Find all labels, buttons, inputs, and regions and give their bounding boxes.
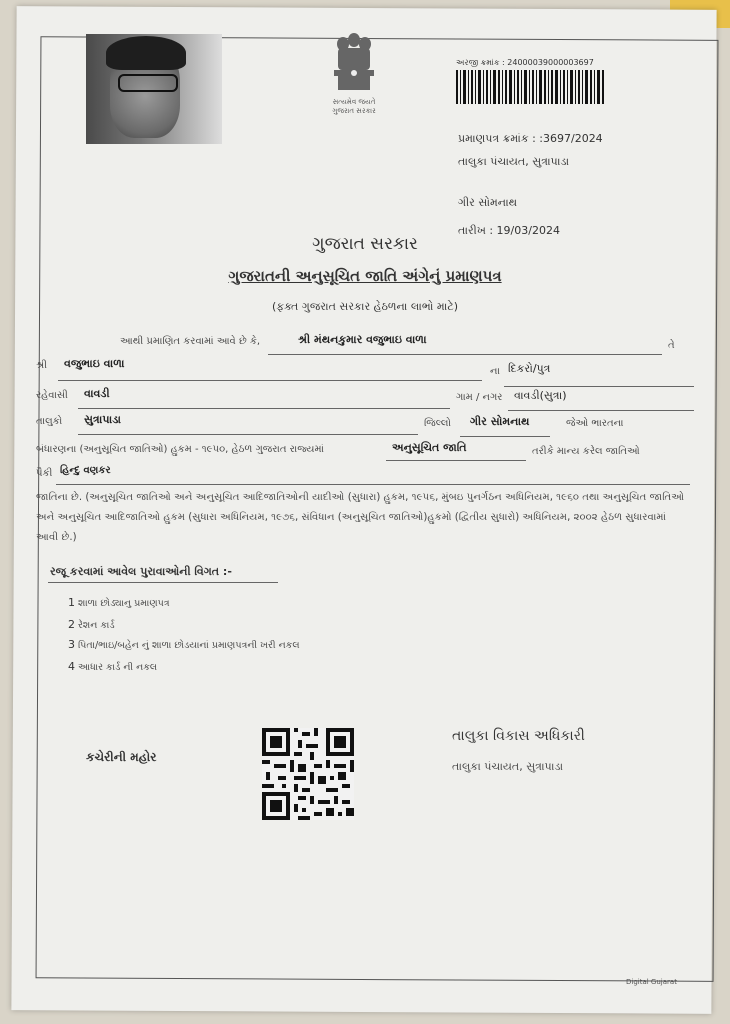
- caste-category-line: [386, 460, 526, 461]
- resident-label: રહેવાસી: [36, 390, 68, 401]
- documents-heading: રજૂ કરવામાં આવેલ પુરાવાઓની વિગત :-: [50, 565, 232, 578]
- district-name: ગીર સોમનાથ: [458, 196, 518, 209]
- intro-text: આથી પ્રમાણિત કરવામાં આવે છે કે,: [120, 336, 261, 347]
- caste-value: હિન્દુ વણકર: [60, 465, 111, 476]
- document-text: પિતા/ભાઇ/બહેન નું શાળા છોડયાનાં પ્રમાણપત્રની ખરી નકલ: [78, 640, 300, 651]
- father-name: વજુભાઇ વાળા: [64, 357, 125, 370]
- photo-glasses: [118, 74, 178, 92]
- document-item: [68, 638, 300, 651]
- caste-value-line: [56, 484, 690, 485]
- certificate-number: પ્રમાણપત્ર ક્રમાંક : :3697/2024: [458, 132, 603, 145]
- recognized-text: તરીકે માન્ય કરેલ જાતિઓ: [532, 446, 640, 457]
- document-item: [68, 618, 115, 631]
- photo-hair: [106, 36, 186, 70]
- documents-heading-underline: [48, 582, 278, 583]
- officer-office: તાલુકા પંચાયત, સુત્રાપાડા: [452, 760, 564, 773]
- government-title: ગુજરાત સરકાર: [312, 234, 418, 254]
- document-text: રેશન કાર્ડ: [78, 620, 115, 631]
- district-line: [460, 436, 550, 437]
- document-item: [68, 660, 157, 673]
- certificate-note: (ફક્ત ગુજરાત સરકાર હેઠળના લાભો માટે): [271, 300, 459, 313]
- te-text: તે: [668, 340, 675, 351]
- constitution-text: બંધારણના (અનુસૂચિત જાતિઓ) હુકમ - ૧૯૫૦, હેઠળ ગુજરાત રાજ્યમાં: [36, 444, 324, 455]
- digital-gujarat-footer: Digital Gujarat: [626, 978, 677, 986]
- applicant-name-line: [268, 354, 662, 355]
- na-text: ના: [490, 366, 500, 377]
- resident-line: [78, 408, 450, 409]
- emblem-motto: સત્યમેવ જયતે: [332, 98, 376, 106]
- document-number: 4: [68, 660, 75, 673]
- document-number: 3: [68, 638, 75, 651]
- issuing-office: તાલુકા પંચાયત, સુત્રાપાડા: [458, 155, 570, 168]
- village-value: વાવડી(સુત્રા): [514, 389, 567, 402]
- taluka-value: સુત્રાપાડા: [84, 413, 121, 426]
- qr-code: [262, 728, 354, 820]
- officer-title: તાલુકા વિકાસ અધિકારી: [452, 728, 585, 744]
- document-text: શાળા છોડ્યાનુ પ્રમાણપત્ર: [78, 598, 170, 609]
- father-name-line: [58, 380, 482, 381]
- relation-value: દિકરો/પુત્ર: [508, 362, 551, 375]
- taluka-line: [78, 434, 418, 435]
- shri-label: શ્રી: [36, 360, 48, 371]
- relation-line: [504, 386, 694, 387]
- document-item: [68, 596, 170, 609]
- taluka-label: તાલુકો: [36, 416, 63, 427]
- office-stamp-label: કચેરીની મહોર: [86, 750, 157, 764]
- document-number: 1: [68, 596, 75, 609]
- applicant-name: શ્રી મંથનકુમાર વજુભાઇ વાળા: [298, 333, 427, 346]
- document-number: 2: [68, 618, 75, 631]
- application-number: અરજી ક્રમાંક : 24000039000003697: [456, 58, 594, 67]
- district-label: જિલ્લો: [424, 418, 451, 429]
- district-value: ગીર સોમનાથ: [470, 415, 530, 428]
- state-emblem: [322, 28, 386, 128]
- legal-paragraph: જાતિના છે. (અનુસૂચિત જાતિઓ અને અનુસૂચિત આદિજાતિઓની યાદીઓ (સુધારા) હુકમ, ૧૯૫૬, મુંબઇ પુનર્ગઠન અધિનિયમ, ૧૯૬૦ તથા અનુસૂચિત જાતિઓ અને અનુસૂચિત આદિજાતિઓ હુકમ (સુધારા અધિનિયમ, ૧૯૭૬, સંવિધાન (અનુસૂચિત જાતિઓ)હુકમો (દ્વિતીય સુધારો) અધિનિયમ, ૨૦૦૨ હેઠળ સુધારવામાં આવી છે.): [36, 492, 685, 543]
- village-label: ગામ / નગર: [456, 392, 503, 403]
- village-line: [508, 410, 694, 411]
- among-label: પૈકી: [36, 468, 53, 479]
- issue-date: તારીખ : 19/03/2024: [458, 224, 560, 237]
- resident-value: વાવડી: [84, 387, 110, 400]
- document-text: આધાર કાર્ડ ની નકલ: [78, 662, 158, 673]
- emblem-caption: ગુજરાત સરકાર: [332, 107, 376, 115]
- certificate-title: ગુજરાતની અનુસૂચિત જાતિ અંગેનું પ્રમાણપત્ર: [228, 267, 502, 285]
- india-text: જેઓ ભારતના: [566, 418, 624, 429]
- barcode: [456, 70, 606, 104]
- ashoka-emblem-icon: [326, 28, 382, 98]
- caste-category: અનુસૂચિત જાતિ: [392, 441, 467, 454]
- applicant-photo: [86, 34, 222, 144]
